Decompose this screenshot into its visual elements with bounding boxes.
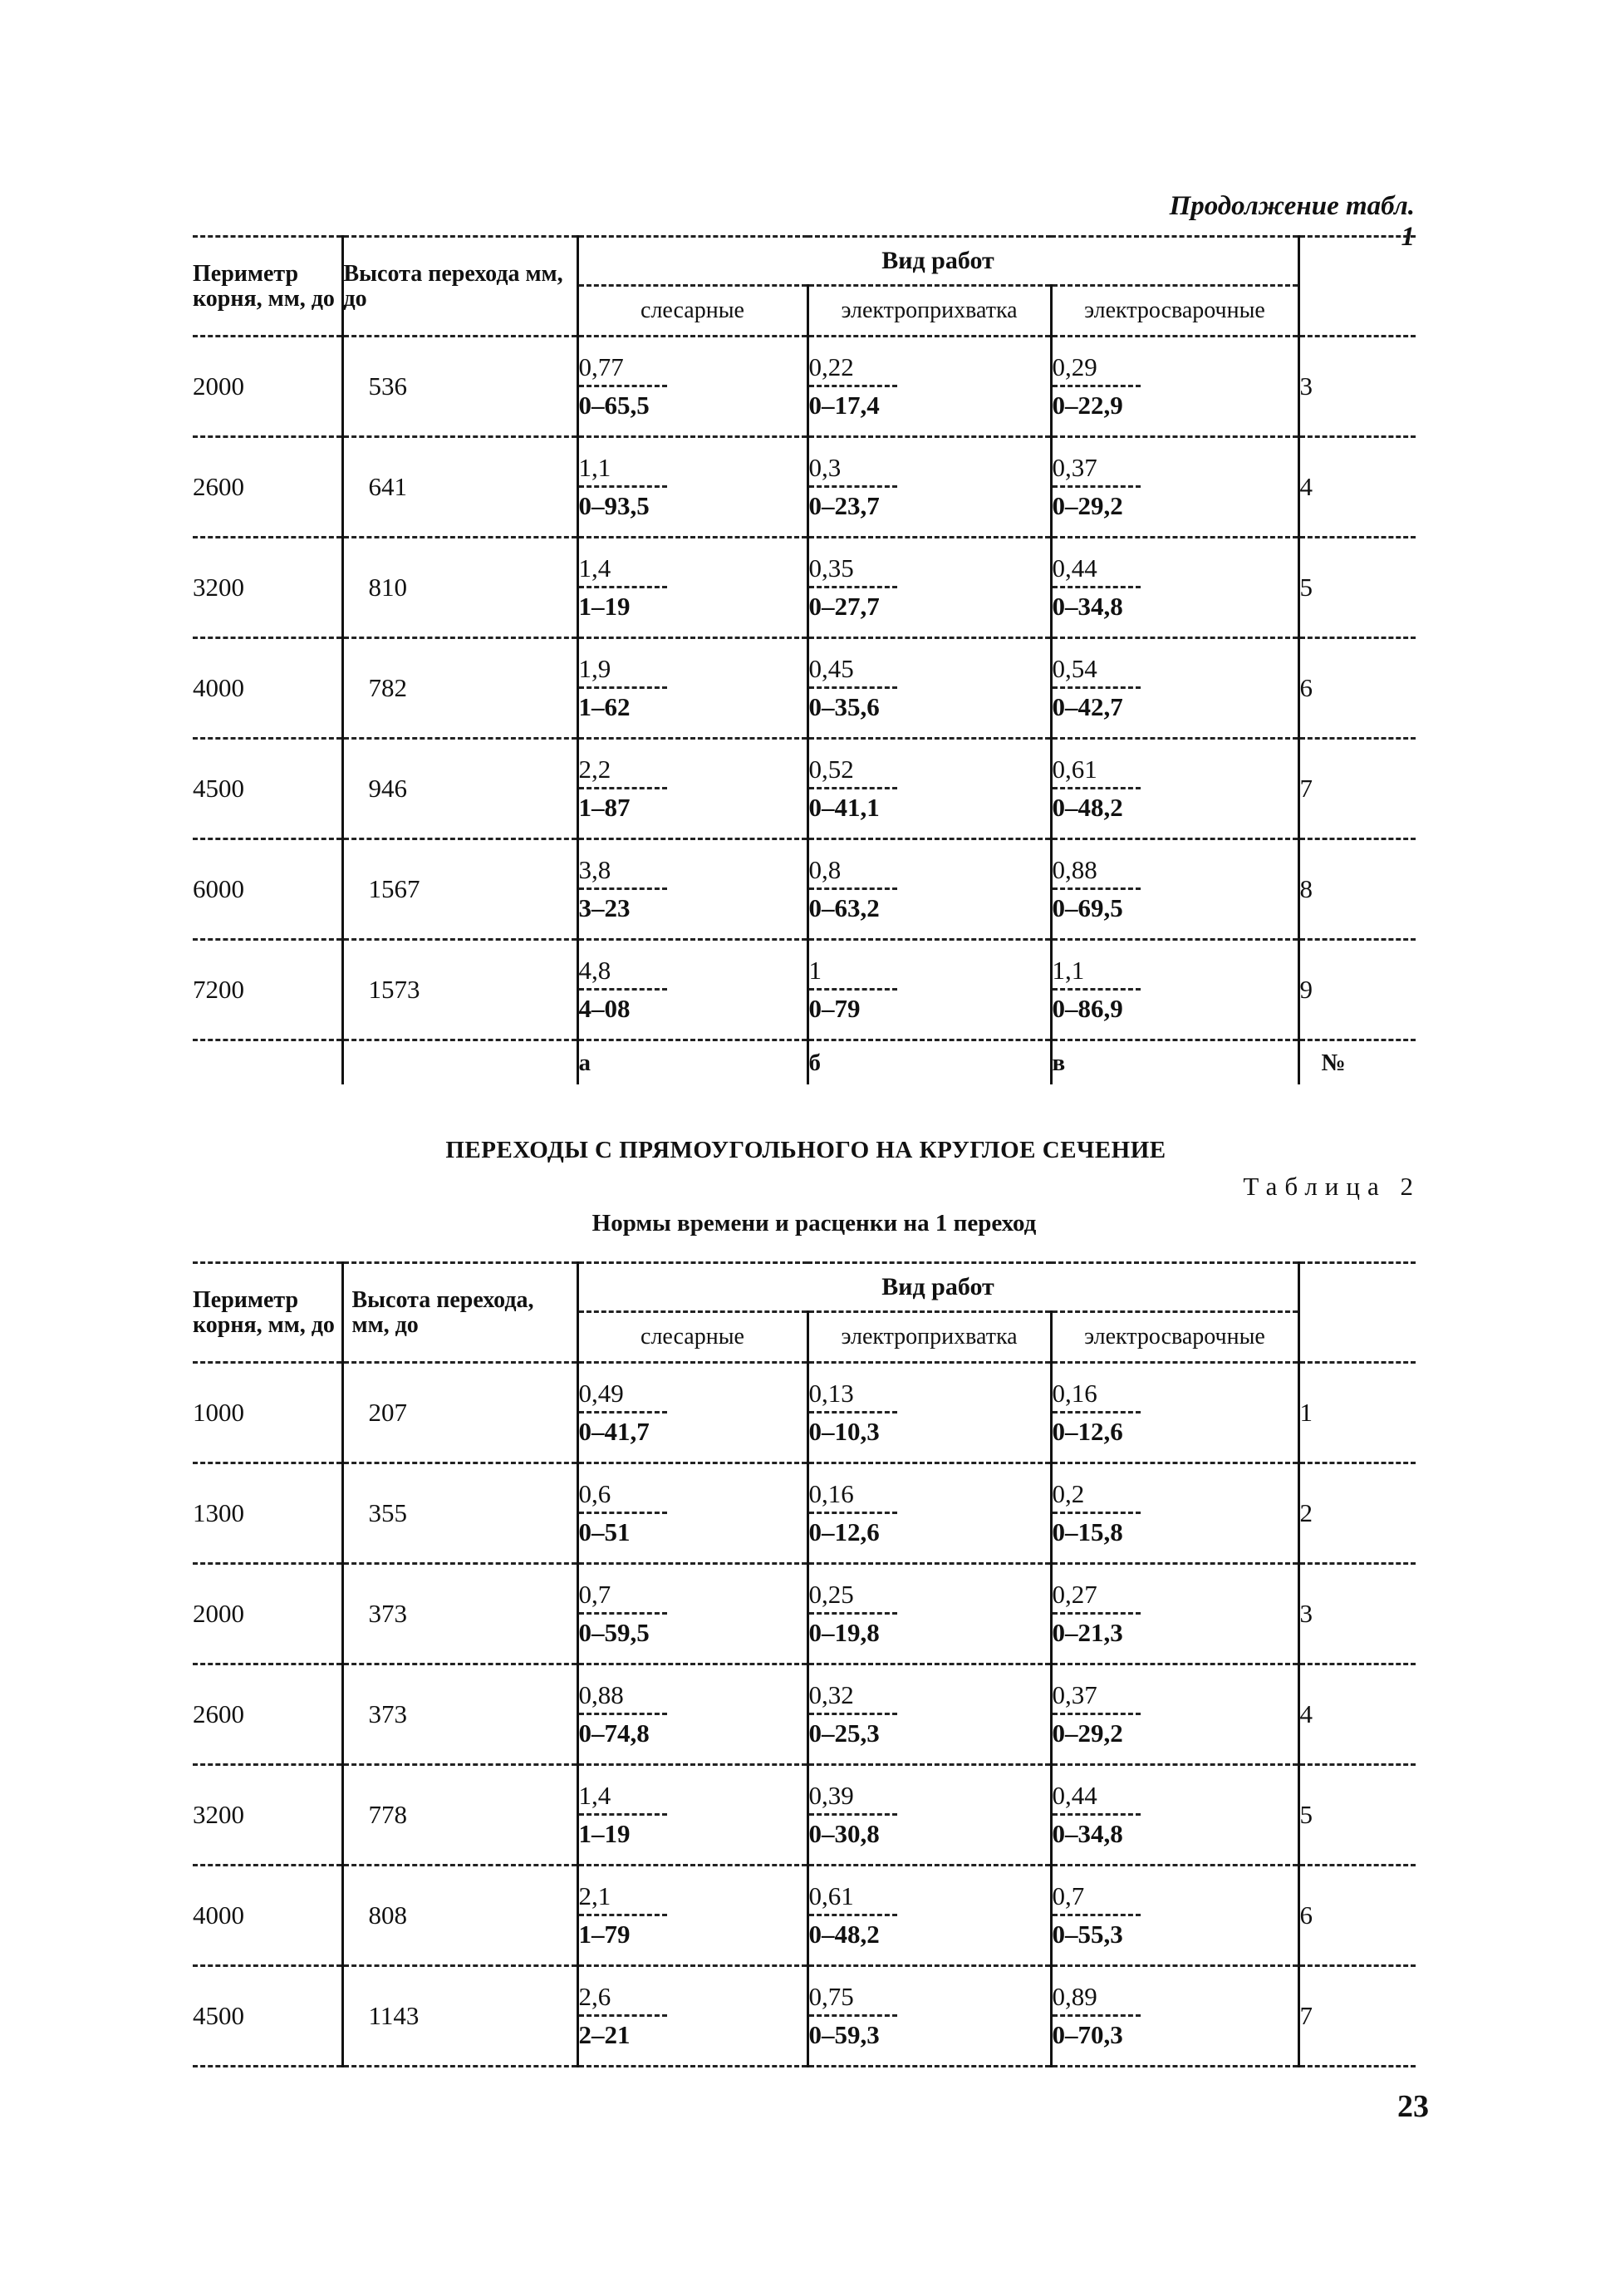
col-b-cell	[807, 638, 1051, 739]
norm-time: 1,4	[578, 553, 611, 583]
col-a-cell	[577, 739, 807, 839]
height-cell: 778	[342, 1765, 577, 1866]
height-cell: 808	[342, 1866, 577, 1966]
height-cell: 946	[342, 739, 577, 839]
header-col-c: электросварочные	[1051, 286, 1298, 337]
col-b-cell	[807, 1564, 1051, 1664]
col-c-cell	[1051, 940, 1298, 1040]
rate: 0–12,6	[808, 1517, 880, 1546]
norm-time: 0,88	[1052, 854, 1097, 884]
table-row	[193, 1463, 1416, 1564]
value-fraction	[579, 1780, 667, 1851]
norm-time: 0,37	[1052, 452, 1097, 482]
table-row	[193, 538, 1416, 638]
col-a-cell	[577, 437, 807, 538]
rate: 0–65,5	[578, 390, 650, 420]
col-c-cell	[1051, 638, 1298, 739]
norm-time: 0,44	[1052, 553, 1097, 583]
value-fraction	[809, 653, 897, 724]
col-c-cell	[1051, 1463, 1298, 1564]
rate: 1–19	[578, 591, 631, 621]
table-row	[193, 1664, 1416, 1765]
norm-time: 0,25	[808, 1579, 854, 1609]
rate: 0–34,8	[1052, 591, 1123, 621]
col-a-cell	[577, 940, 807, 1040]
rate: 0–42,7	[1052, 691, 1123, 721]
value-fraction	[809, 1478, 897, 1549]
value-fraction	[809, 754, 897, 824]
value-fraction	[1053, 955, 1141, 1025]
header-number-blank	[1298, 237, 1416, 337]
col-b-cell	[807, 337, 1051, 437]
value-fraction	[1053, 1881, 1141, 1951]
rate: 0–70,3	[1052, 2019, 1123, 2049]
rate: 0–48,2	[1052, 792, 1123, 822]
row-number: 3	[1299, 1599, 1313, 1628]
col-a-cell	[577, 337, 807, 437]
rate: 1–87	[578, 792, 631, 822]
col-a-cell	[577, 1664, 807, 1765]
norm-time: 0,13	[808, 1378, 854, 1408]
perimeter-cell: 2000	[193, 371, 244, 401]
footer-blank	[193, 1040, 342, 1085]
rate: 0–93,5	[578, 490, 650, 520]
norm-time: 0,7	[578, 1579, 611, 1609]
col-c-cell	[1051, 1564, 1298, 1664]
header-perimeter: Периметр корня, мм, до	[193, 1263, 342, 1363]
col-a-cell	[577, 1564, 807, 1664]
rate: 0–23,7	[808, 490, 880, 520]
rate: 0–69,5	[1052, 892, 1123, 922]
norm-time: 0,52	[808, 754, 854, 784]
value-fraction	[1053, 452, 1141, 523]
rate: 0–17,4	[808, 390, 880, 420]
rate: 0–59,3	[808, 2019, 880, 2049]
col-a-cell	[577, 1463, 807, 1564]
height-cell: 1567	[342, 839, 577, 940]
value-fraction	[809, 1579, 897, 1649]
norm-time: 0,54	[1052, 653, 1097, 683]
header-col-a: слесарные	[577, 1312, 807, 1363]
norm-time: 0,3	[808, 452, 842, 482]
rate: 1–62	[578, 691, 631, 721]
table-row	[193, 739, 1416, 839]
norm-time: 0,44	[1052, 1780, 1097, 1810]
rate: 3–23	[578, 892, 631, 922]
rate: 0–51	[578, 1517, 631, 1546]
rate: 0–35,6	[808, 691, 880, 721]
norm-time: 0,7	[1052, 1881, 1085, 1910]
col-a-cell	[577, 1765, 807, 1866]
norm-time: 1,9	[578, 653, 611, 683]
rate: 1–79	[578, 1919, 631, 1949]
value-fraction	[809, 955, 897, 1025]
norm-time: 0,16	[1052, 1378, 1097, 1408]
footer-col-b: б	[807, 1040, 1051, 1085]
col-a-cell	[577, 538, 807, 638]
value-fraction	[1053, 553, 1141, 623]
col-a-cell	[577, 1866, 807, 1966]
value-fraction	[579, 452, 667, 523]
norm-time: 0,32	[808, 1679, 854, 1709]
value-fraction	[809, 1679, 897, 1750]
page-number: 23	[1397, 2089, 1429, 2124]
height-cell: 207	[342, 1363, 577, 1463]
rate: 0–10,3	[808, 1416, 880, 1446]
rate: 0–63,2	[808, 892, 880, 922]
rate: 0–19,8	[808, 1617, 880, 1647]
height-cell: 536	[342, 337, 577, 437]
col-a-cell	[577, 1363, 807, 1463]
rate: 0–34,8	[1052, 1818, 1123, 1848]
height-cell: 373	[342, 1564, 577, 1664]
height-cell: 641	[342, 437, 577, 538]
row-number: 4	[1299, 1699, 1313, 1728]
perimeter-cell: 2600	[193, 1699, 244, 1728]
table-row	[193, 1363, 1416, 1463]
norm-time: 0,37	[1052, 1679, 1097, 1709]
value-fraction	[809, 1378, 897, 1448]
norm-time: 0,89	[1052, 1981, 1097, 2011]
col-c-cell	[1051, 1363, 1298, 1463]
rate: 0–21,3	[1052, 1617, 1123, 1647]
value-fraction	[809, 1981, 897, 2052]
col-c-cell	[1051, 839, 1298, 940]
norm-time: 1	[808, 955, 822, 985]
value-fraction	[579, 955, 667, 1025]
perimeter-cell: 2000	[193, 1599, 244, 1628]
height-cell: 782	[342, 638, 577, 739]
footer-blank	[342, 1040, 577, 1085]
value-fraction	[809, 1881, 897, 1951]
norm-time: 0,16	[808, 1478, 854, 1508]
value-fraction	[1053, 754, 1141, 824]
value-fraction	[809, 352, 897, 422]
table-row	[193, 437, 1416, 538]
norm-time: 0,88	[578, 1679, 624, 1709]
perimeter-cell: 4000	[193, 1900, 244, 1930]
rate: 0–86,9	[1052, 993, 1123, 1023]
perimeter-cell: 4000	[193, 673, 244, 702]
header-work-type: Вид работ	[577, 237, 1298, 286]
perimeter-cell: 2600	[193, 472, 244, 501]
rate: 0–27,7	[808, 591, 880, 621]
value-fraction	[809, 1780, 897, 1851]
table-1	[193, 235, 1416, 1084]
norm-time: 0,45	[808, 653, 854, 683]
header-number-blank	[1298, 1263, 1416, 1363]
table-2	[193, 1261, 1416, 2067]
col-b-cell	[807, 1966, 1051, 2067]
height-cell: 1573	[342, 940, 577, 1040]
table-row	[193, 337, 1416, 437]
col-c-cell	[1051, 1664, 1298, 1765]
norm-time: 0,49	[578, 1378, 624, 1408]
norm-time: 1,1	[578, 452, 611, 482]
row-number: 6	[1299, 673, 1313, 702]
value-fraction	[809, 452, 897, 523]
rate: 0–15,8	[1052, 1517, 1123, 1546]
col-b-cell	[807, 1463, 1051, 1564]
norm-time: 0,61	[808, 1881, 854, 1910]
col-b-cell	[807, 1765, 1051, 1866]
perimeter-cell: 1000	[193, 1398, 244, 1427]
value-fraction	[579, 1881, 667, 1951]
value-fraction	[579, 854, 667, 925]
table-row	[193, 940, 1416, 1040]
section-title: ПЕРЕХОДЫ С ПРЯМОУГОЛЬНОГО НА КРУГЛОЕ СЕЧЕНИЕ	[445, 1137, 1166, 1163]
height-cell: 373	[342, 1664, 577, 1765]
value-fraction	[579, 754, 667, 824]
rate: 0–41,7	[578, 1416, 650, 1446]
rate: 0–12,6	[1052, 1416, 1123, 1446]
norm-time: 0,6	[578, 1478, 611, 1508]
rate: 4–08	[578, 993, 631, 1023]
header-work-type: Вид работ	[577, 1263, 1298, 1312]
col-b-cell	[807, 1363, 1051, 1463]
table-1-body	[193, 337, 1416, 1040]
norm-time: 1,1	[1052, 955, 1085, 985]
norm-time: 3,8	[578, 854, 611, 884]
rate: 0–41,1	[808, 792, 880, 822]
col-a-cell	[577, 839, 807, 940]
height-cell: 810	[342, 538, 577, 638]
col-c-cell	[1051, 337, 1298, 437]
table-2-caption: Таблица 2	[1243, 1172, 1421, 1201]
value-fraction	[1053, 1679, 1141, 1750]
row-number: 2	[1299, 1498, 1313, 1527]
rate: 2–21	[578, 2019, 631, 2049]
perimeter-cell: 3200	[193, 573, 244, 602]
rate: 0–59,5	[578, 1617, 650, 1647]
norm-time: 0,22	[808, 352, 854, 381]
height-cell: 1143	[342, 1966, 577, 2067]
header-col-b: электроприхватка	[807, 1312, 1051, 1363]
rate: 1–19	[578, 1818, 631, 1848]
norm-time: 2,2	[578, 754, 611, 784]
col-b-cell	[807, 739, 1051, 839]
norm-time: 0,29	[1052, 352, 1097, 381]
value-fraction	[579, 1981, 667, 2052]
norm-time: 2,1	[578, 1881, 611, 1910]
value-fraction	[579, 1478, 667, 1549]
value-fraction	[579, 653, 667, 724]
col-a-cell	[577, 638, 807, 739]
norm-time: 0,8	[808, 854, 842, 884]
rate: 0–22,9	[1052, 390, 1123, 420]
table-row	[193, 1866, 1416, 1966]
table-2-subtitle: Нормы времени и расценки на 1 переход	[591, 1210, 1037, 1236]
row-number: 3	[1299, 371, 1313, 401]
norm-time: 0,77	[578, 352, 624, 381]
value-fraction	[1053, 1579, 1141, 1649]
row-number: 7	[1299, 774, 1313, 803]
rate: 0–29,2	[1052, 1718, 1123, 1748]
table-row	[193, 1564, 1416, 1664]
col-c-cell	[1051, 437, 1298, 538]
header-perimeter: Периметр корня, мм, до	[193, 237, 342, 337]
value-fraction	[1053, 1378, 1141, 1448]
col-c-cell	[1051, 538, 1298, 638]
header-col-a: слесарные	[577, 286, 807, 337]
header-height: Высота перехода мм, до	[342, 237, 577, 337]
col-c-cell	[1051, 1866, 1298, 1966]
rate: 0–29,2	[1052, 490, 1123, 520]
norm-time: 4,8	[578, 955, 611, 985]
header-col-c: электросварочные	[1051, 1312, 1298, 1363]
norm-time: 0,2	[1052, 1478, 1085, 1508]
height-cell: 355	[342, 1463, 577, 1564]
value-fraction	[1053, 854, 1141, 925]
perimeter-cell: 4500	[193, 774, 244, 803]
perimeter-cell: 6000	[193, 874, 244, 903]
perimeter-cell: 7200	[193, 975, 244, 1004]
value-fraction	[1053, 1780, 1141, 1851]
value-fraction	[579, 1679, 667, 1750]
row-number: 6	[1299, 1900, 1313, 1930]
table-row	[193, 638, 1416, 739]
value-fraction	[1053, 352, 1141, 422]
footer-col-a: а	[577, 1040, 807, 1085]
value-fraction	[809, 854, 897, 925]
norm-time: 2,6	[578, 1981, 611, 2011]
value-fraction	[809, 553, 897, 623]
header-col-b: электроприхватка	[807, 286, 1051, 337]
value-fraction	[579, 1378, 667, 1448]
col-b-cell	[807, 839, 1051, 940]
norm-time: 0,75	[808, 1981, 854, 2011]
table-row	[193, 839, 1416, 940]
norm-time: 0,61	[1052, 754, 1097, 784]
value-fraction	[579, 352, 667, 422]
value-fraction	[1053, 1478, 1141, 1549]
row-number: 5	[1299, 1800, 1313, 1829]
col-c-cell	[1051, 1966, 1298, 2067]
col-a-cell	[577, 1966, 807, 2067]
header-height: Высота перехода, мм, до	[342, 1263, 577, 1363]
footer-number: №	[1321, 1049, 1346, 1076]
value-fraction	[579, 553, 667, 623]
table-2-body	[193, 1363, 1416, 2067]
row-number: 8	[1299, 874, 1313, 903]
rate: 0–74,8	[578, 1718, 650, 1748]
row-number: 1	[1299, 1398, 1313, 1427]
norm-time: 0,39	[808, 1780, 854, 1810]
perimeter-cell: 4500	[193, 2001, 244, 2030]
rate: 0–79	[808, 993, 861, 1023]
row-number: 4	[1299, 472, 1313, 501]
perimeter-cell: 3200	[193, 1800, 244, 1829]
row-number: 9	[1299, 975, 1313, 1004]
value-fraction	[579, 1579, 667, 1649]
col-c-cell	[1051, 739, 1298, 839]
col-b-cell	[807, 437, 1051, 538]
col-b-cell	[807, 538, 1051, 638]
col-b-cell	[807, 1664, 1051, 1765]
norm-time: 0,35	[808, 553, 854, 583]
table-row	[193, 1966, 1416, 2067]
norm-time: 0,27	[1052, 1579, 1097, 1609]
rate: 0–55,3	[1052, 1919, 1123, 1949]
col-b-cell	[807, 940, 1051, 1040]
perimeter-cell: 1300	[193, 1498, 244, 1527]
col-c-cell	[1051, 1765, 1298, 1866]
value-fraction	[1053, 653, 1141, 724]
footer-col-c: в	[1051, 1040, 1298, 1085]
norm-time: 1,4	[578, 1780, 611, 1810]
table-row	[193, 1765, 1416, 1866]
row-number: 5	[1299, 573, 1313, 602]
row-number: 7	[1299, 2001, 1313, 2030]
rate: 0–30,8	[808, 1818, 880, 1848]
col-b-cell	[807, 1866, 1051, 1966]
value-fraction	[1053, 1981, 1141, 2052]
continuation-caption: Продолжение табл. 1	[1169, 191, 1415, 252]
rate: 0–25,3	[808, 1718, 880, 1748]
rate: 0–48,2	[808, 1919, 880, 1949]
